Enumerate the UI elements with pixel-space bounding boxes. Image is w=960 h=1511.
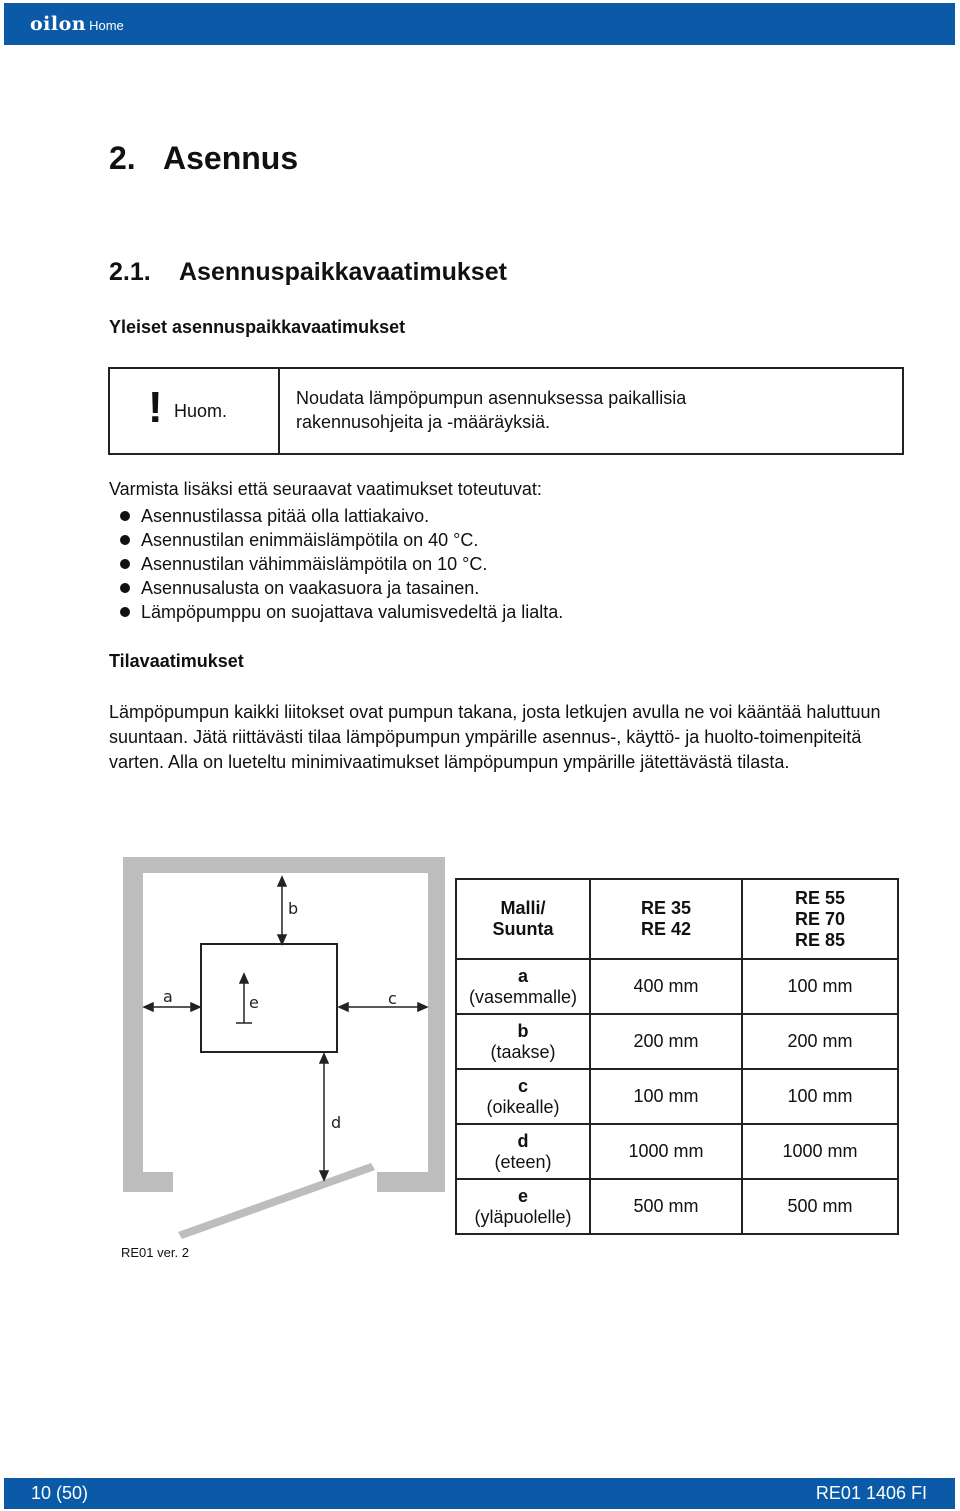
list-item-text: Asennustilan vähimmäislämpötila on 10 °C. [141, 554, 488, 574]
note-label: Huom. [174, 401, 228, 421]
label-e: e [249, 993, 259, 1012]
page-number: 10 (50) [31, 1483, 89, 1503]
direction-key: b [517, 1020, 529, 1041]
bullet-icon [120, 607, 130, 617]
direction-text: (oikealle) [486, 1096, 560, 1117]
room-walls [123, 857, 445, 1239]
brand-logo [30, 13, 124, 35]
arrowhead [144, 1003, 153, 1011]
direction-text: (eteen) [494, 1151, 552, 1172]
header-bar [4, 3, 955, 45]
table-header-cell [590, 879, 742, 959]
space-paragraph: Lämpöpumpun kaikki liitokset ovat pumpun takana, josta letkujen avulla ne voi kääntää haluttuun suuntaan. Jätä riittävästi tilaa lämpöpumpun ympärille asennus-, käyttö- ja huolto-toimenpiteitä varten. Alla on lueteltu minimivaatimukset lämpöpumpun ympärille jätettävästä tilasta. [109, 702, 881, 772]
table-header-cell [742, 879, 898, 959]
dimension-arrows [144, 877, 427, 1180]
subsection-number: 2.1. [109, 258, 151, 286]
arrowhead [320, 1171, 328, 1180]
note-box [108, 367, 904, 455]
version-note: RE01 ver. 2 [121, 1245, 189, 1260]
direction-key: c [517, 1075, 528, 1096]
brand-sub: Home [89, 18, 124, 33]
table-row [456, 1179, 898, 1234]
subsection-title [109, 258, 507, 287]
list-item-text: Asennusalusta on vaakasuora ja tasainen. [141, 578, 480, 598]
table-header-row [456, 879, 898, 959]
list-item [109, 576, 563, 600]
direction-key: a [517, 965, 528, 986]
section-number: 2. [109, 140, 136, 176]
section-title [109, 140, 298, 177]
general-heading: Yleiset asennuspaikkavaatimukset [109, 317, 406, 337]
note-label-cell [110, 369, 280, 453]
value-cell: 200 mm [590, 1014, 742, 1069]
label-c: c [388, 989, 397, 1008]
direction-text: (vasemmalle) [468, 986, 578, 1007]
wall-left [123, 857, 143, 1192]
section-title-text: Asennus [163, 140, 299, 176]
list-item-text: Asennustilan enimmäislämpötila on 40 °C. [141, 530, 479, 550]
clearance-table [455, 878, 899, 1235]
label-d: d [331, 1113, 342, 1132]
direction-text: (yläpuolelle) [474, 1206, 572, 1227]
list-item [109, 552, 563, 576]
list-item-text: Asennustilassa pitää olla lattiakaivo. [141, 506, 430, 526]
list-item [109, 504, 563, 528]
direction-cell [456, 1124, 590, 1179]
value-cell: 1000 mm [742, 1124, 898, 1179]
direction-cell [456, 1069, 590, 1124]
wall-right [428, 857, 445, 1192]
table-header-cell [456, 879, 590, 959]
direction-cell [456, 1179, 590, 1234]
direction-text: (taakse) [490, 1041, 556, 1062]
header-text: RE 85 [794, 929, 846, 950]
direction-key: d [517, 1130, 529, 1151]
note-text [296, 386, 856, 434]
header-text: Malli/ [500, 898, 546, 918]
wall-bottom-right [377, 1172, 445, 1192]
direction-cell [456, 959, 590, 1014]
table-row [456, 959, 898, 1014]
list-item-text: Lämpöpumppu on suojattava valumisvedeltä ja lialta. [141, 602, 564, 622]
list-item [109, 600, 563, 624]
requirements-intro: Varmista lisäksi että seuraavat vaatimukset toteutuvat: [109, 479, 542, 499]
value-cell: 100 mm [742, 1069, 898, 1124]
arrowhead [278, 935, 286, 944]
table-row [456, 1124, 898, 1179]
brand-name: oilon [30, 13, 87, 35]
requirements-list [109, 504, 563, 624]
warning-icon: ! [148, 383, 163, 432]
table-row [456, 1069, 898, 1124]
bullet-icon [120, 535, 130, 545]
arrowhead [418, 1003, 427, 1011]
label-b: b [288, 899, 299, 918]
wall-bottom-left [123, 1172, 173, 1192]
direction-cell [456, 1014, 590, 1069]
bullet-icon [120, 559, 130, 569]
door-leaf [178, 1163, 375, 1239]
diagram-labels [163, 899, 397, 1132]
label-a: a [163, 987, 173, 1006]
table-row [456, 1014, 898, 1069]
header-text: RE 70 [794, 908, 846, 929]
value-cell: 100 mm [590, 1069, 742, 1124]
wall-top [123, 857, 445, 873]
clearance-diagram [120, 850, 450, 1245]
direction-key: e [517, 1185, 528, 1206]
value-cell: 400 mm [590, 959, 742, 1014]
arrowhead [191, 1003, 200, 1011]
arrowhead [240, 974, 248, 983]
arrowhead [320, 1054, 328, 1063]
header-text: RE 35 [640, 898, 692, 918]
value-cell: 100 mm [742, 959, 898, 1014]
bullet-icon [120, 583, 130, 593]
document-id: RE01 1406 FI [815, 1483, 927, 1503]
note-line: rakennusohjeita ja -määräyksiä. [296, 412, 551, 432]
header-text: RE 42 [640, 919, 692, 939]
header-text: Suunta [492, 919, 554, 939]
value-cell: 500 mm [742, 1179, 898, 1234]
space-heading: Tilavaatimukset [109, 651, 244, 671]
subsection-title-text: Asennuspaikkavaatimukset [179, 258, 507, 286]
heat-pump-outline [201, 944, 337, 1052]
value-cell: 1000 mm [590, 1124, 742, 1179]
value-cell: 500 mm [590, 1179, 742, 1234]
arrowhead [278, 877, 286, 886]
note-line: Noudata lämpöpumpun asennuksessa paikallisia [296, 388, 687, 408]
header-text: RE 55 [794, 887, 846, 908]
bullet-icon [120, 511, 130, 521]
arrowhead [339, 1003, 348, 1011]
list-item [109, 528, 563, 552]
value-cell: 200 mm [742, 1014, 898, 1069]
footer-bar [4, 1478, 955, 1509]
